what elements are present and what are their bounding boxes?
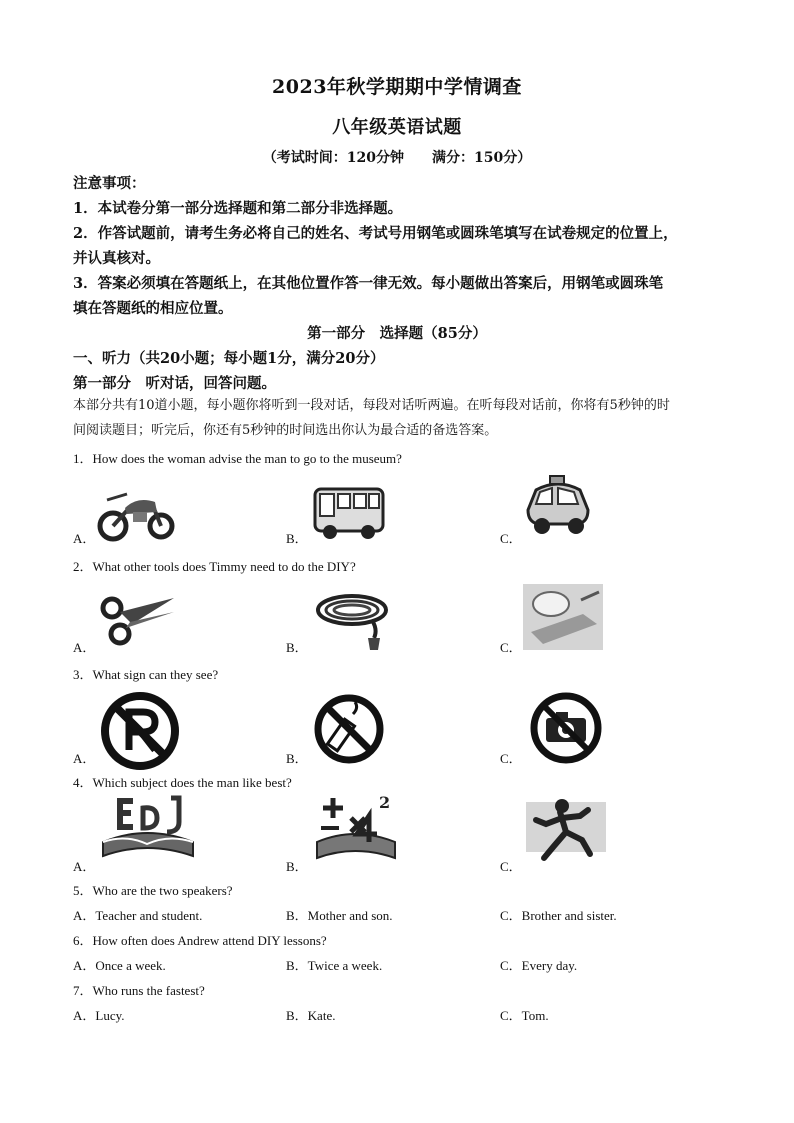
note-3-line1: 3．答案必须填在答题纸上，在其他位置作答一律无效。每小题做出答案后，用钢笔或圆珠笔 (73, 275, 664, 292)
question-6: 6．How often does Andrew attend DIY lessons? (73, 933, 327, 948)
exam-info: （考试时间：120分钟 满分：150分） (262, 150, 532, 166)
q6-option-b[interactable]: B．Twice a week. (286, 958, 383, 973)
notes-heading: 注意事项： (73, 175, 146, 192)
q1-option-a[interactable]: A． (73, 531, 96, 546)
question-4: 4．Which subject does the man like best? (73, 775, 292, 790)
note-2-line1: 2．作答试题前，请考生务必将自己的姓名、考试号用钢笔或圆珠笔填写在试卷规定的位置上， (73, 225, 678, 242)
glue-icon (523, 584, 603, 650)
question-7: 7．Who runs the fastest? (73, 983, 205, 998)
instructions-line2: 间阅读题目；听完后，你还有5秒钟的时间选出你认为最合适的备选答案。 (73, 423, 498, 438)
q1-option-b[interactable]: B． (286, 531, 308, 546)
question-3: 3．What sign can they see? (73, 667, 219, 682)
q5-option-a[interactable]: A．Teacher and student. (73, 908, 203, 923)
q7-option-b[interactable]: B．Kate. (286, 1008, 336, 1023)
q6-option-a[interactable]: A．Once a week. (73, 958, 166, 973)
q4-option-a[interactable]: A． (73, 859, 96, 874)
taxi-icon (522, 474, 594, 536)
q5-option-b[interactable]: B．Mother and son. (286, 908, 393, 923)
motorbike-icon (97, 482, 177, 542)
q5-option-c[interactable]: C．Brother and sister. (500, 908, 617, 923)
instructions-line1: 本部分共有10道小题，每小题你将听到一段对话，每段对话听两遍。在听每段对话前，你将有5秒钟的时 (73, 398, 670, 413)
note-3-line2: 填在答题纸的相应位置。 (73, 300, 233, 317)
svg-text:2: 2 (379, 793, 391, 812)
q3-option-b[interactable]: B． (286, 751, 308, 766)
q7-option-a[interactable]: A．Lucy. (73, 1008, 125, 1023)
bus-icon (312, 486, 388, 542)
q6-option-c[interactable]: C．Every day. (500, 958, 578, 973)
scissors-icon (98, 592, 178, 648)
no-photo-icon (528, 690, 604, 766)
english-book-icon (99, 794, 197, 862)
section-heading: 第一部分 听对话，回答问题。 (73, 375, 276, 392)
note-1: 1．本试卷分第一部分选择题和第二部分非选择题。 (73, 200, 403, 217)
q4-option-c[interactable]: C． (500, 859, 522, 874)
listening-heading: 一、听力（共20小题；每小题1分，满分20分） (73, 350, 385, 367)
no-smoking-icon (313, 690, 385, 768)
q2-option-a[interactable]: A． (73, 640, 96, 655)
q4-option-b[interactable]: B． (286, 859, 308, 874)
rope-icon (312, 590, 392, 652)
page-subtitle: 八年级英语试题 (332, 117, 462, 138)
no-parking-icon (99, 690, 181, 772)
math-book-icon (313, 792, 399, 864)
q3-option-a[interactable]: A． (73, 751, 96, 766)
q3-option-c[interactable]: C． (500, 751, 522, 766)
page-title: 2023年秋学期期中学情调查 (272, 76, 522, 98)
note-2-line2: 并认真核对。 (73, 250, 160, 267)
part1-heading: 第一部分 选择题（85分） (307, 325, 487, 342)
q2-option-b[interactable]: B． (286, 640, 308, 655)
question-2: 2．What other tools does Timmy need to do the DIY? (73, 559, 356, 574)
q1-option-c[interactable]: C． (500, 531, 522, 546)
q7-option-c[interactable]: C．Tom. (500, 1008, 549, 1023)
runner-icon (526, 796, 606, 866)
q2-option-c[interactable]: C． (500, 640, 522, 655)
question-1: 1．How does the woman advise the man to go to the museum? (73, 451, 402, 466)
question-5: 5．Who are the two speakers? (73, 883, 233, 898)
